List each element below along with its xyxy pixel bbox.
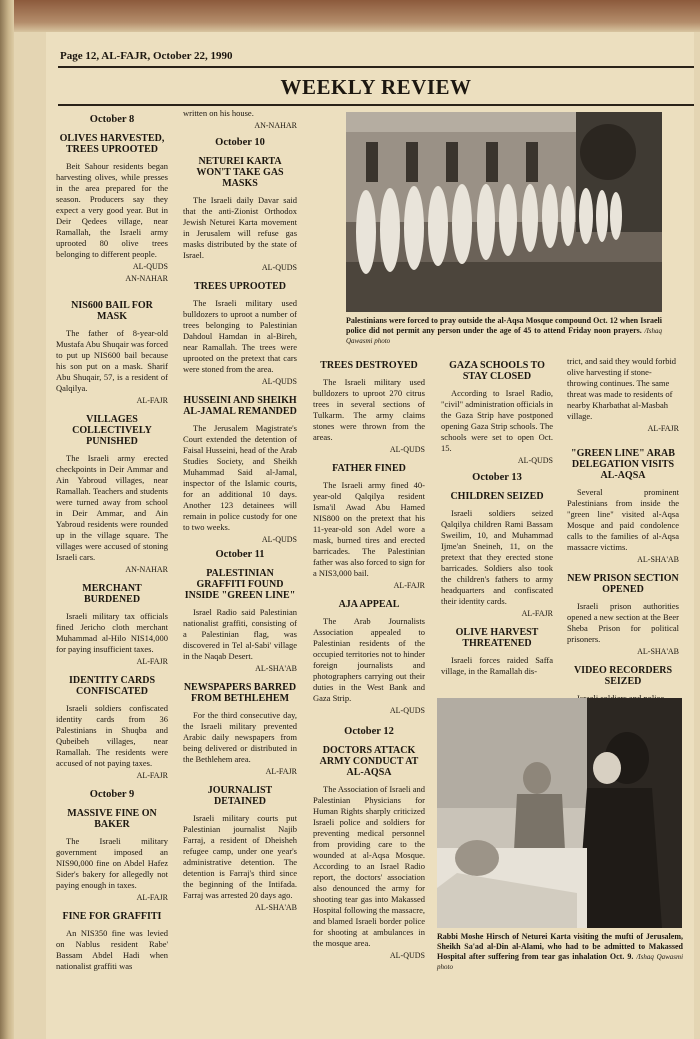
column-5 xyxy=(567,356,679,704)
article-source: AL-FAJR xyxy=(393,581,425,590)
page-edge-top xyxy=(0,0,700,32)
article-source: AL-FAJR xyxy=(136,657,168,666)
article-source: AL-FAJR xyxy=(136,771,168,780)
article-headline: TREES DESTROYED xyxy=(320,360,418,371)
photo-caption xyxy=(346,316,662,346)
column-3 xyxy=(313,352,425,961)
article-headline: NETUREI KARTA WON'T TAKE GAS MASKS xyxy=(196,156,284,189)
article-headline: HUSSEINI AND SHEIKH AL-JAMAL REMANDED xyxy=(183,395,297,417)
article-continuation: trict, and said they would forbid olive harvesting if stone-throwing continues. The same threat was made to residents of nearby Kharbathat al-Masbah village. xyxy=(567,356,677,421)
book-binding xyxy=(0,0,14,1039)
article-body: The Association of Israeli and Palestinian Physicians for Human Rights sharply criticized Israeli police and soldiers for preventing medical personnel from providing care to the wounded at al-Aqsa Mosque. According to an Israel Radio report, the doctors' association also denounced the army for shooting tear gas into Makassed Hospital following the massacre, and blamed Israeli border police for shooting at ambulances in the mosque area. xyxy=(313,784,425,948)
page-header xyxy=(58,48,694,68)
article-body: According to Israel Radio, "civil" administration officials in the Gaza Strip have postponed opening Gaza Strip schools. The schools were set to open Oct. 15. xyxy=(441,388,553,453)
photo-hospital-visit xyxy=(437,698,682,928)
article-headline: PALESTINIAN GRAFFITI FOUND INSIDE "GREEN LINE" xyxy=(184,568,296,601)
article-body: The Israeli daily Davar said that the anti-Zionist Orthodox Jewish Neturei Karta movement in Jerusalem will refuse gas masks distributed by the state of Israel. xyxy=(183,195,297,260)
article-headline: NEWSPAPERS BARRED FROM BETHLEHEM xyxy=(183,682,297,704)
article-body: Israeli military tax officials fined Jericho cloth merchant Muhammad al-Hilo NIS14,000 for paying insufficient taxes. xyxy=(56,611,168,654)
article-source: AL-FAJR xyxy=(521,609,553,618)
article-source: AL-SHA'AB xyxy=(637,555,679,564)
folio-line: Page 12, AL-FAJR, October 22, 1990 xyxy=(60,50,233,62)
article-source: AL-QUDS xyxy=(261,263,297,272)
article-headline: DOCTORS ATTACK ARMY CONDUCT AT AL-AQSA xyxy=(319,745,419,778)
article-headline: NEW PRISON SECTION OPENED xyxy=(567,573,679,595)
date-heading: October 8 xyxy=(89,114,135,125)
article-source: AN-NAHAR xyxy=(125,274,168,283)
photo-credit: /Ishaq Qawasmi photo xyxy=(346,327,662,345)
article-source: AL-SHA'AB xyxy=(255,903,297,912)
article-source: AL-QUDS xyxy=(261,535,297,544)
article-headline: AJA APPEAL xyxy=(338,599,400,610)
article-headline: IDENTITY CARDS CONFISCATED xyxy=(68,675,156,697)
article-source: AL-QUDS xyxy=(389,706,425,715)
article-body: Israeli soldiers seized Qalqilya children Rami Bassam Sweilim, 10, and Muhammad Ijme'an Sneineh, 11, on the pretext that they erected stone barricades. Soldiers also took the children's fathers to army headquarters and confiscated their identity cards. xyxy=(441,508,553,606)
photo-image xyxy=(437,698,682,928)
article-headline: VIDEO RECORDERS SEIZED xyxy=(573,665,673,687)
article-headline: OLIVES HARVESTED, TREES UPROOTED xyxy=(59,133,165,155)
article-headline: FINE FOR GRAFFITI xyxy=(62,911,162,922)
article-headline: VILLAGES COLLECTIVELY PUNISHED xyxy=(72,414,152,447)
article-body: Israel Radio said Palestinian nationalist graffiti, consisting of a Palestinian flag, was discovered in Tel al-Sabi' village in the Naqab Desert. xyxy=(183,607,297,661)
caption-text: Rabbi Moshe Hirsch of Neturei Karta visiting the mufti of Jerusalem, Sheikh Sa'ad al-Din al-Alami, who had to be admitted to Makassed Hospital after suffering from tear gas inhalation Oct. 9. xyxy=(437,932,683,961)
article-source: AL-FAJR xyxy=(136,893,168,902)
date-heading: October 11 xyxy=(215,549,265,560)
photo-credit: /Ishaq Qawasmi photo xyxy=(437,953,684,971)
article-body: An NIS350 fine was levied on Nablus resident Rabe' Bassam Abdel Hadi when nationalist graffiti was xyxy=(56,928,168,971)
photo-mosque-prayer xyxy=(346,112,662,312)
article-source: AN-NAHAR xyxy=(125,565,168,574)
article-source: AL-SHA'AB xyxy=(637,647,679,656)
article-source: AL-QUDS xyxy=(132,262,168,271)
article-source: AL-QUDS xyxy=(389,445,425,454)
column-1 xyxy=(56,108,168,972)
article-headline: MASSIVE FINE ON BAKER xyxy=(67,808,157,830)
article-headline: TREES UPROOTED xyxy=(194,281,286,292)
article-source: AL-FAJR xyxy=(265,767,297,776)
column-2 xyxy=(183,108,297,913)
article-body: Several prominent Palestinians from inside the "green line" visited al-Aqsa Mosque and paid condolence calls to the families of al-Aqsa massacre victims. xyxy=(567,487,679,552)
date-heading: October 10 xyxy=(215,137,265,148)
photo-image xyxy=(346,112,662,312)
article-body: The Israeli military government imposed an NIS90,000 fine on Abdel Hafez Sider's bakery for allegedly not paying enough in taxes. xyxy=(56,836,168,890)
article-body: The Arab Journalists Association appealed to Palestinian residents of the occupied territories not to hinder foreign journalists and photographers carrying out their duties in the West Bank and Gaza Strip. xyxy=(313,616,425,703)
article-continuation: written on his house. xyxy=(183,108,254,118)
article-headline: NIS600 BAIL FOR MASK xyxy=(71,300,153,322)
article-body: The Israeli army fined 40-year-old Qalqilya resident Isma'il Awad Abu Hamed NIS800 on the pretext that his 11-year-old son Adel wore a mask, burned tires and erected barricades. The Palestinian father was also forced to sign for a NIS3,000 bail. xyxy=(313,480,425,578)
date-heading: October 13 xyxy=(472,472,522,483)
article-source: AL-SHA'AB xyxy=(255,664,297,673)
article-source: AN-NAHAR xyxy=(254,121,297,130)
article-headline: OLIVE HARVEST THREATENED xyxy=(455,627,539,649)
article-source: AL-QUDS xyxy=(517,456,553,465)
date-heading: October 9 xyxy=(89,789,135,800)
article-body: Israeli military courts put Palestinian journalist Najib Farraj, a resident of Dheisheh refugee camp, under one year's administrative detention. The detention is Farraj's third since the beginning of the Intifada. Farraj was arrested 20 days ago. xyxy=(183,813,297,900)
article-headline: "GREEN LINE" ARAB DELEGATION VISITS AL-AQSA xyxy=(571,448,675,481)
article-headline: FATHER FINED xyxy=(332,463,406,474)
article-source: AL-FAJR xyxy=(647,424,679,433)
caption-text: Palestinians were forced to pray outside the al-Aqsa Mosque compound Oct. 12 when Israeli police did not permit any person under the age of 45 to attend Friday noon prayers. xyxy=(346,316,662,335)
article-body: Beit Sahour residents began harvesting olives, while presses in the area prepared for the season. Producers say they expect a very good year. But in Deir Qedees village, near Ramallah, the Israeli army uprooted 80 olive trees belonging to different people. xyxy=(56,161,168,259)
page-title: WEEKLY REVIEW xyxy=(58,70,694,106)
article-body: Israeli forces raided Saffa village, in the Ramallah dis- xyxy=(441,655,553,676)
article-headline: CHILDREN SEIZED xyxy=(450,491,544,502)
article-headline: GAZA SCHOOLS TO STAY CLOSED xyxy=(449,360,545,382)
article-headline: JOURNALIST DETAINED xyxy=(207,785,273,807)
article-body: For the third consecutive day, the Israeli military prevented Arabic daily newspapers from being delivered or distributed in the Bethlehem area. xyxy=(183,710,297,764)
article-body: Israeli soldiers confiscated identity cards from 36 Palestinians in Shuqba and Qubeibeh villages, near Ramallah. The residents were accused of not paying taxes. xyxy=(56,703,168,768)
article-body: The Jerusalem Magistrate's Court extended the detention of Faisal Husseini, head of the Arab Studies Society, and Sheikh Muhammad Said al-Jamal, inspector of the Islamic courts, for an additional 10 days. Another 123 detainees will remain in police custody for one to two weeks. xyxy=(183,423,297,532)
article-body: The Israeli military used bulldozers to uproot 270 citrus trees in several sections of Tulkarm. The army claims stones were thrown from the areas. xyxy=(313,377,425,442)
article-body: The Israeli army erected checkpoints in Deir Ammar and Ain Yabroud villages, near Ramallah. Teachers and students were turned away from school in Deir Ammar, and Ain Yabroud residents were rounded up in the village square. The villages were accused of stoning Israeli cars. xyxy=(56,453,168,562)
article-source: AL-FAJR xyxy=(136,396,168,405)
photo-caption xyxy=(437,932,683,972)
column-4 xyxy=(441,352,553,677)
date-heading: October 12 xyxy=(344,726,394,737)
article-source: AL-QUDS xyxy=(261,377,297,386)
article-body: The father of 8-year-old Mustafa Abu Shuqair was forced to put up NIS600 bail because his son put on a mask. Sharif Abu Shuqair, 57, is a resident of Qalqilya. xyxy=(56,328,168,393)
article-headline: MERCHANT BURDENED xyxy=(82,583,142,605)
article-source: AL-QUDS xyxy=(389,951,425,960)
article-body: Israeli prison authorities opened a new section at the Beer Sheba Prison for political prisoners. xyxy=(567,601,679,644)
article-body: The Israeli military used bulldozers to uproot a number of trees belonging to Palestinian Dahdoul Hamdan in al-Bireh, near Ramallah. The trees were uprooted on the pretext that cars were stoned from the area. xyxy=(183,298,297,374)
